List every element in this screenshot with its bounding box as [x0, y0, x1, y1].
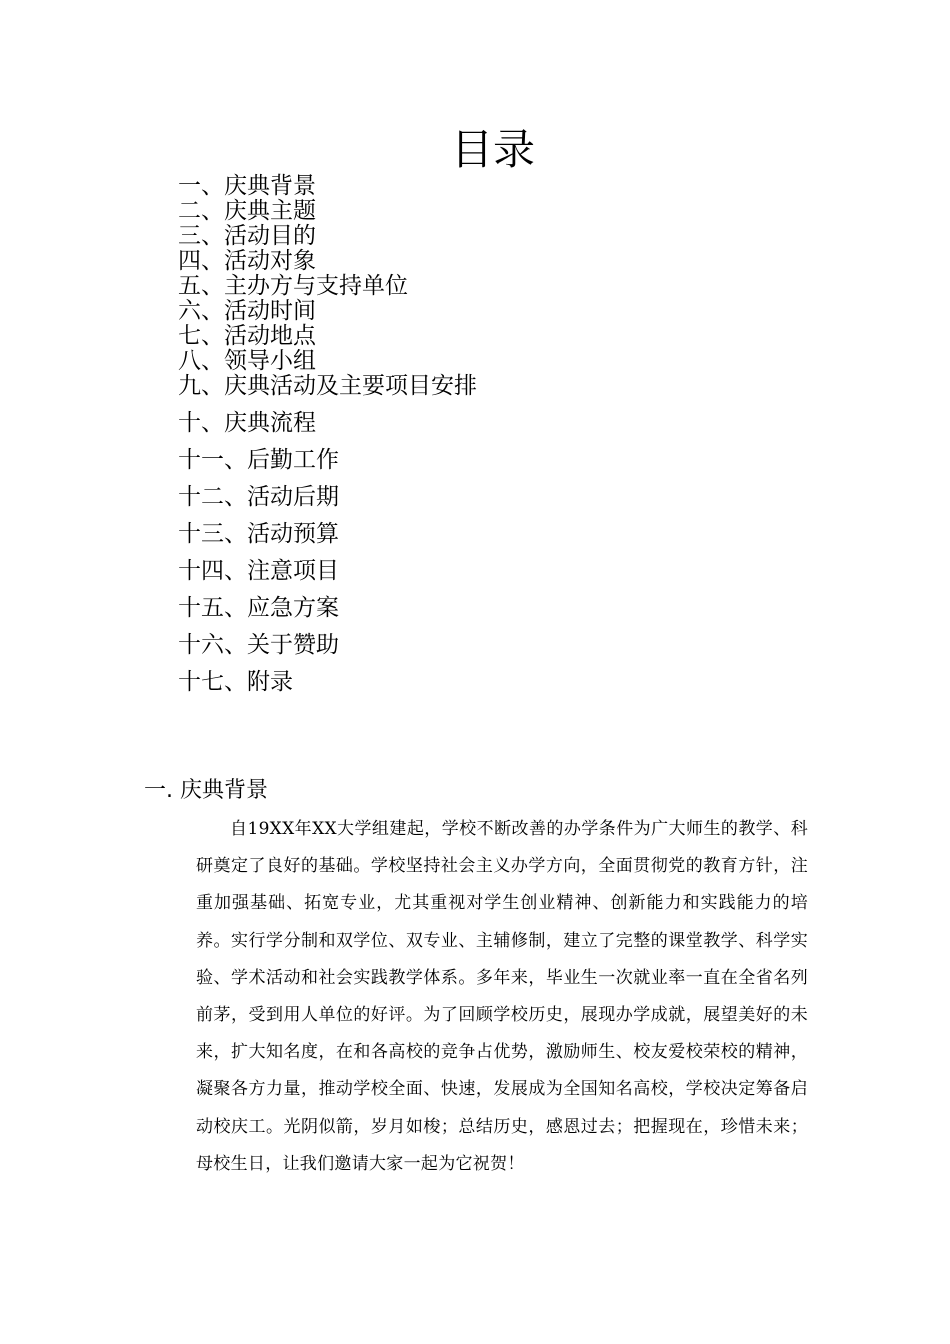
table-of-contents: [178, 174, 477, 701]
toc-item: 十、庆典流程: [178, 410, 316, 436]
section-paragraph: 自19XX年XX大学组建起，学校不断改善的办学条件为广大师生的教学、科研奠定了良好的基础。学校坚持社会主义办学方向，全面贯彻党的教育方针，注重加强基础、拓宽专业，尤其重视对学生创业精神、创新能力和实践能力的培养。实行学分制和双学位、双专业、主辅修制，建立了完整的课堂教学、科学实验、学术活动和社会实践教学体系。多年来，毕业生一次就业率一直在全省名列前茅，受到用人单位的好评。为了回顾学校历史，展现办学成就，展望美好的未来，扩大知名度，在和各高校的竞争占优势，激励师生、校友爱校荣校的精神，凝聚各方力量，推动学校全面、快速，发展成为全国知名高校，学校决定筹备启动校庆工。光阴似箭，岁月如梭；总结历史，感恩过去；把握现在，珍惜未来；母校生日，让我们邀请大家一起为它祝贺！: [196, 819, 808, 1174]
toc-item: 一、庆典背景: [178, 173, 316, 199]
toc-item: 四、活动对象: [178, 248, 316, 274]
toc-item: 五、主办方与支持单位: [178, 273, 408, 299]
page-title: 目录: [450, 125, 535, 174]
toc-item: 三、活动目的: [178, 223, 316, 249]
section-heading: 一. 庆典背景: [144, 778, 268, 803]
toc-item: 十七、附录: [178, 669, 293, 695]
toc-item: 六、活动时间: [178, 298, 316, 324]
toc-item: 八、领导小组: [178, 348, 316, 374]
toc-item: 十六、关于赞助: [178, 632, 339, 658]
toc-item: 十五、应急方案: [178, 595, 339, 621]
toc-item: 十三、活动预算: [178, 521, 339, 547]
toc-item: 九、庆典活动及主要项目安排: [178, 373, 477, 399]
toc-item: 十一、后勤工作: [178, 447, 339, 473]
toc-item: 十二、活动后期: [178, 484, 339, 510]
toc-item: 十四、注意项目: [178, 558, 339, 584]
toc-item: 二、庆典主题: [178, 198, 316, 224]
toc-item: 七、活动地点: [178, 323, 316, 349]
